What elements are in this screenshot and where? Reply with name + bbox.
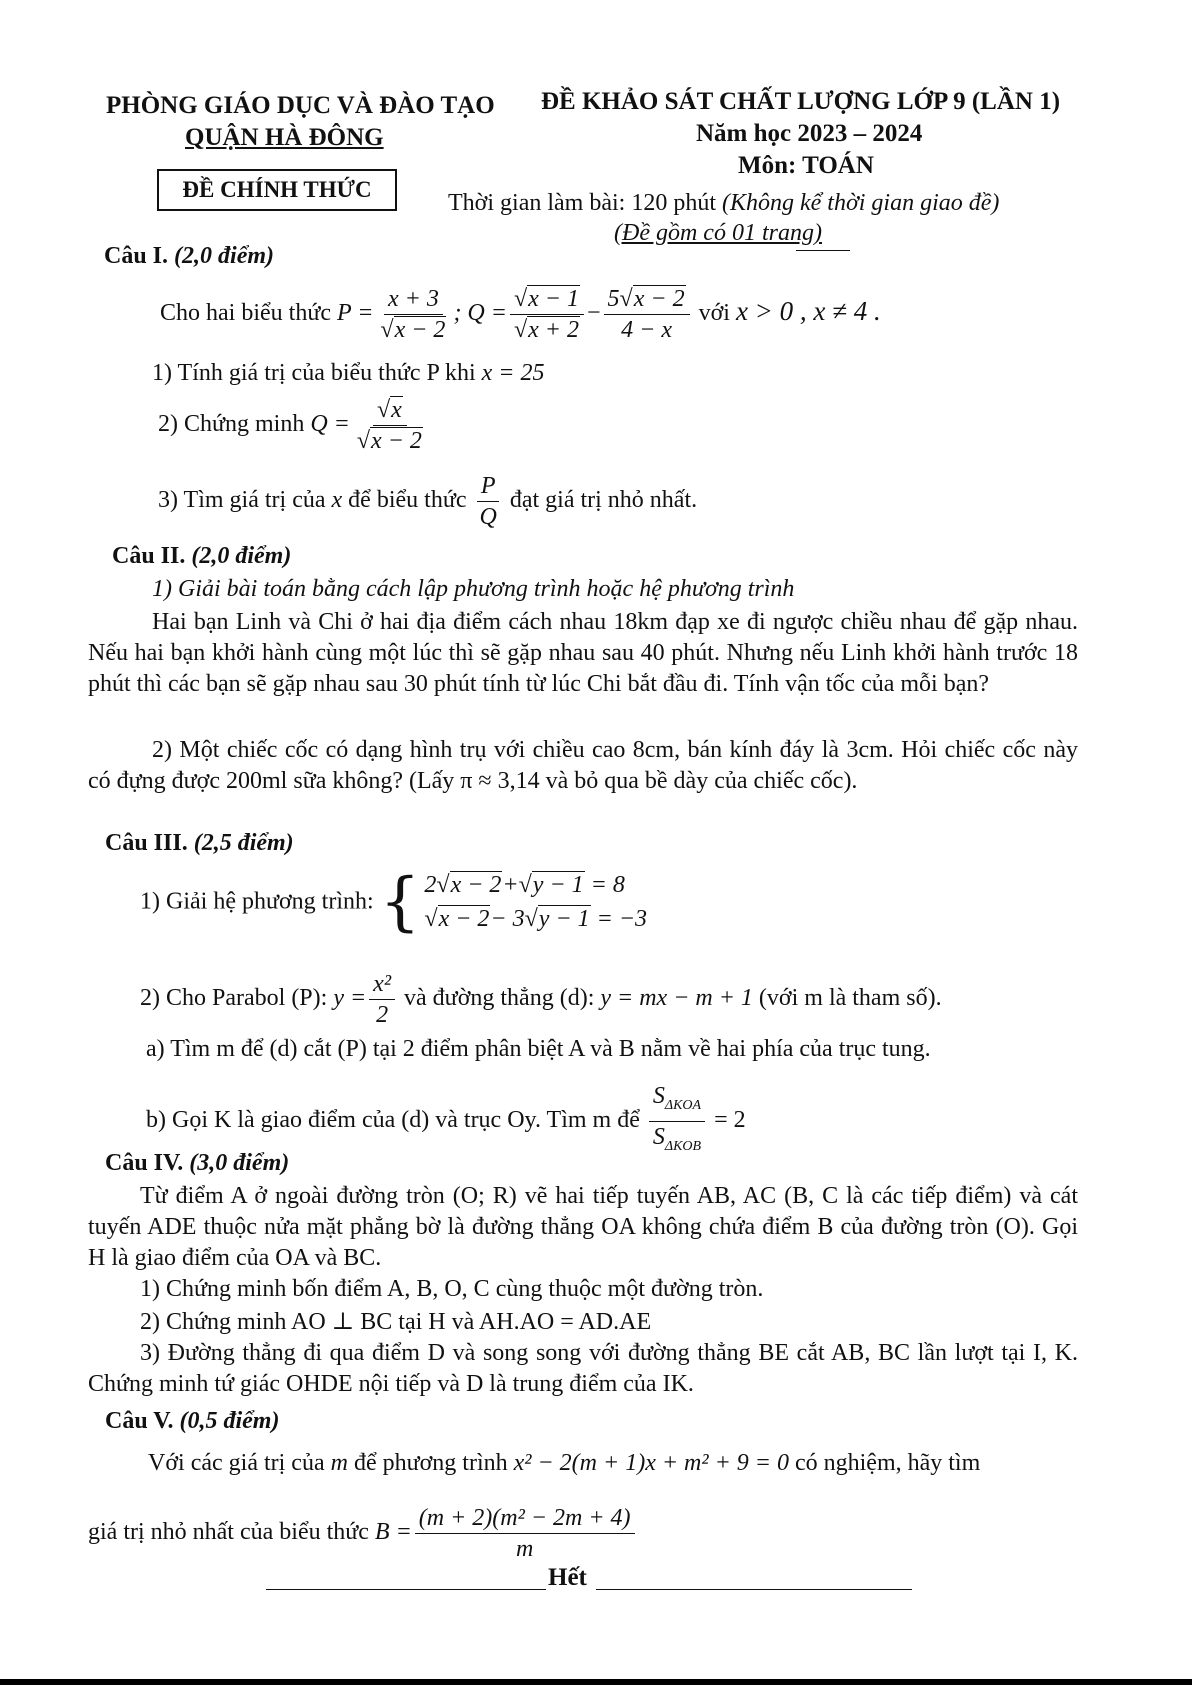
q4-item1: 1) Chứng minh bốn điểm A, B, O, C cùng thuộc một đường tròn. <box>140 1276 764 1302</box>
q3-points: (2,5 điểm) <box>193 830 294 856</box>
q2-points: (2,0 điểm) <box>191 543 292 569</box>
area-ratio-numerator: $S_{\Delta KOA}$ <box>649 1082 705 1122</box>
q2-sub1-text: Hai bạn Linh và Chi ở hai địa điểm cách nhau 18km đạp xe đi ngược chiều nhau để gặp nhau. Nếu hai bạn khởi hành cùng một lúc thì sẽ gặp nhau sau 40 phút. Nhưng nếu Linh khởi hành trước 18 phút thì các bạn sẽ gặp nhau sau 30 phút tính từ lúc Chi bắt đầu đi. Tính vận tốc của mỗi bạn? <box>88 609 1078 697</box>
condition: x > 0 , x ≠ 4 . <box>735 296 881 327</box>
q1-item3-text-a: 3) Tìm giá trị của <box>158 487 326 514</box>
q3-item-b-text: b) Gọi K là giao điểm của (d) và trục Oy. Tìm m để <box>146 1106 640 1133</box>
q3-item1-text: 1) Giải hệ phương trình: <box>140 888 374 915</box>
q5-text3: có nghiệm, hãy tìm <box>794 1450 981 1476</box>
P-over-Q-numerator: P <box>477 472 500 502</box>
q1-item2-denominator: √x − 2 <box>356 428 422 454</box>
subject: Môn: TOÁN <box>738 152 874 179</box>
q3-item-a: a) Tìm m để (d) cắt (P) tại 2 điểm phân biệt A và B nằm về hai phía của trục tung. <box>146 1036 931 1062</box>
district-name: QUẬN HÀ ĐÔNG <box>185 124 384 151</box>
q5-text2: để phương trình <box>353 1450 508 1476</box>
time-label: Thời gian làm bài: 120 phút <box>448 190 716 216</box>
P-over-Q-denominator: Q <box>479 504 497 530</box>
area-ratio-fraction <box>649 1082 705 1161</box>
B-lhs: B = <box>374 1519 412 1546</box>
parabola-fraction <box>369 970 395 1029</box>
q5-line1 <box>148 1450 980 1477</box>
equation-system <box>379 865 648 939</box>
q1-heading <box>104 243 274 270</box>
B-denominator: m <box>515 1536 534 1562</box>
area-ratio-denominator: $S_{\Delta KOB}$ <box>652 1123 702 1154</box>
Q-minus: − <box>587 300 601 327</box>
q1-item1-math: x = 25 <box>481 360 545 386</box>
q1-expressions <box>160 285 881 344</box>
q5-line2 <box>88 1504 638 1563</box>
Q-numerator-1: √x − 1 <box>510 285 584 315</box>
department-name: PHÒNG GIÁO DỤC VÀ ĐÀO TẠO <box>106 92 495 119</box>
Q-denominator-2: 4 − x <box>621 317 672 343</box>
q1-intro: Cho hai biểu thức <box>160 300 331 327</box>
q5-equation: x² − 2(m + 1)x + m² + 9 = 0 <box>513 1450 789 1476</box>
q3-item2-text-b: và đường thẳng (d): <box>404 985 595 1012</box>
q3-item1 <box>140 865 648 939</box>
q2-heading <box>112 543 291 570</box>
line-equation: y = mx − m + 1 <box>600 985 753 1012</box>
Q-fraction-1 <box>510 285 584 344</box>
equation-1: 2√x − 2+√y − 1 = 8 <box>424 872 625 898</box>
official-label: ĐỀ CHÍNH THỨC <box>182 177 372 202</box>
B-numerator: (m + 2)(m² − 2m + 4) <box>415 1504 635 1534</box>
official-stamp-box <box>157 169 397 211</box>
system-lines <box>424 868 647 936</box>
q4-title: Câu IV. <box>105 1150 184 1176</box>
P-denominator: √x − 2 <box>380 317 446 343</box>
Q-lhs: ; Q = <box>453 300 507 327</box>
q3-item2-text-a: 2) Cho Parabol (P): <box>140 985 328 1012</box>
q1-item2-fraction <box>353 396 427 455</box>
end-rule-right <box>596 1589 912 1590</box>
q1-item1-text: 1) Tính giá trị của biểu thức P khi <box>152 360 476 386</box>
Q-fraction-2 <box>604 285 690 344</box>
equation-2: √x − 2− 3√y − 1 = −3 <box>424 906 648 932</box>
q3-title: Câu III. <box>105 830 188 856</box>
time-note: (Không kể thời gian giao đề) <box>721 190 1000 216</box>
q3-item2-text-c: (với m là tham số). <box>758 985 942 1012</box>
q1-points: (2,0 điểm) <box>174 243 275 269</box>
q4-item2: 2) Chứng minh AO ⊥ BC tại H và AH.AO = AD.AE <box>140 1309 652 1335</box>
Q-numerator-2: 5√x − 2 <box>604 285 690 315</box>
end-rule-left <box>266 1589 546 1590</box>
P-lhs: P = <box>336 300 374 327</box>
P-fraction <box>376 285 450 344</box>
q5-text4: giá trị nhỏ nhất của biểu thức <box>88 1519 369 1546</box>
parabola-lhs: y = <box>333 985 367 1012</box>
q3-item2 <box>140 970 942 1029</box>
Q-denominator-1: √x + 2 <box>513 317 579 343</box>
q4-points: (3,0 điểm) <box>189 1150 290 1176</box>
B-fraction <box>415 1504 635 1563</box>
q5-heading <box>105 1408 279 1435</box>
q5-points: (0,5 điểm) <box>179 1408 280 1434</box>
q1-item3-text-b: để biểu thức <box>348 487 467 514</box>
q5-text1: Với các giá trị của <box>148 1450 325 1476</box>
time-line <box>448 190 999 217</box>
pages-note-underline <box>796 250 850 251</box>
parabola-numerator: x² <box>369 970 395 1000</box>
q1-item2-numerator: √x <box>373 396 407 426</box>
q1-item2 <box>158 396 430 455</box>
q2-sub1-title: 1) Giải bài toán bằng cách lập phương trình hoặc hệ phương trình <box>152 576 795 602</box>
scan-bottom-edge <box>0 1679 1192 1685</box>
condition-word: với <box>698 300 730 327</box>
q2-title: Câu II. <box>112 543 186 569</box>
system-brace: { <box>379 865 421 939</box>
q1-title: Câu I. <box>104 243 169 269</box>
q1-item3-text-c: đạt giá trị nhỏ nhất. <box>509 487 698 514</box>
q5-var-m: m <box>330 1450 348 1476</box>
q1-item3-var: x <box>331 487 343 514</box>
q2-sub2-text: 2) Một chiếc cốc có dạng hình trụ với chiều cao 8cm, bán kính đáy là 3cm. Hỏi chiếc cốc này có đựng được 200ml sữa không? (Lấy π ≈ 3,14 và bỏ qua bề dày của chiếc cốc). <box>88 737 1078 794</box>
q1-item3-fraction <box>475 472 500 531</box>
q1-item2-lhs: Q = <box>310 411 350 438</box>
q4-item3: 3) Đường thẳng đi qua điểm D và song song với đường thẳng BE cắt AB, BC lần lượt tại I, K. Chứng minh tứ giác OHDE nội tiếp và D là trung điểm của IK. <box>88 1340 1078 1397</box>
school-year: Năm học 2023 – 2024 <box>696 120 923 147</box>
q5-title: Câu V. <box>105 1408 174 1434</box>
P-numerator: x + 3 <box>384 285 443 315</box>
q3-item-b <box>146 1082 746 1161</box>
end-marker: Hết <box>548 1564 587 1591</box>
q1-item2-text: 2) Chứng minh <box>158 411 305 438</box>
exam-title: ĐỀ KHẢO SÁT CHẤT LƯỢNG LỚP 9 (LẦN 1) <box>541 88 1061 115</box>
q4-heading <box>105 1150 289 1177</box>
q1-item1 <box>152 360 544 387</box>
q4-text: Từ điểm A ở ngoài đường tròn (O; R) vẽ hai tiếp tuyến AB, AC (B, C là các tiếp điểm) và cát tuyến ADE thuộc nửa mặt phẳng bờ là đường thẳng OA không chứa điểm B của đường tròn (O). Gọi H là giao điểm của OA và BC. <box>88 1183 1078 1271</box>
q1-item3 <box>158 472 697 531</box>
pages-note: (Đề gồm có 01 trang) <box>614 220 822 246</box>
q3-heading <box>105 830 294 857</box>
parabola-denominator: 2 <box>376 1002 389 1028</box>
area-ratio-rhs: = 2 <box>714 1106 746 1133</box>
